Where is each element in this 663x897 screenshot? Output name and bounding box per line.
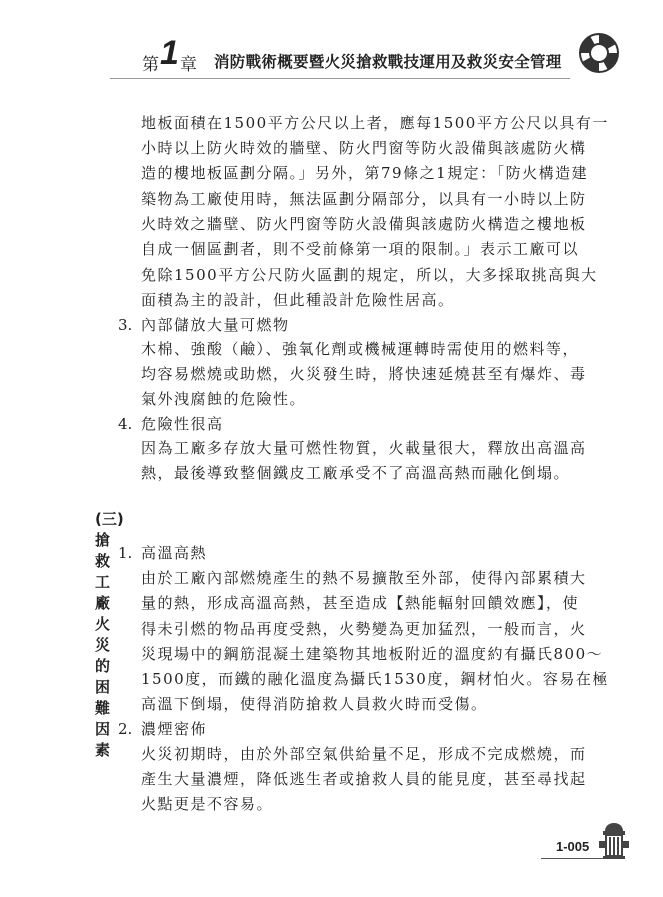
intro-line: 地板面積在1500平方公尺以上者，應每1500平方公尺以具有一 (141, 114, 609, 132)
item-number: 4. (118, 415, 133, 433)
item-line: 熱，最後導致整個鐵皮工廠承受不了高溫高熱而融化倒塌。 (141, 464, 571, 482)
subitem-heading: 高溫高熱 (141, 544, 208, 562)
intro-line: 免除1500平方公尺防火區劃的規定，所以，大多採取挑高與大 (141, 266, 598, 284)
page-header (0, 0, 663, 100)
intro-line: 造的樓地板區劃分隔。」另外，第79條之1規定：「防火構造建 (141, 164, 589, 182)
subitem-line: 災現場中的鋼筋混凝土建築物其地板附近的溫度約有攝氏800～ (141, 645, 604, 663)
subitem-heading: 濃煙密佈 (141, 720, 208, 738)
item-heading: 危險性很高 (141, 415, 224, 433)
item-number: 3. (118, 316, 133, 334)
subitem-line: 量的熱，形成高溫高熱，甚至造成【熱能輻射回饋效應】，使 (141, 594, 580, 612)
subitem-line: 由於工廠內部燃燒產生的熱不易擴散至外部，使得內部累積大 (141, 569, 587, 587)
item-line: 木棉、強酸（鹼）、強氧化劑或機械運轉時需使用的燃料等， (141, 340, 580, 358)
chapter-number: 1 (160, 34, 179, 72)
subitem-line: 得未引燃的物品再度受熱，火勢變為更加猛烈，一般而言，火 (141, 620, 587, 638)
page-number: 1-005 (556, 839, 590, 854)
chapter-title: 消防戰術概要暨火災搶救戰技運用及救災安全管理 (214, 53, 562, 71)
footer-divider (541, 858, 603, 859)
subitem-number: 1. (118, 544, 133, 562)
intro-line: 小時以上防火時效的牆壁、防火門窗等防火設備與該處防火構 (141, 139, 587, 157)
item-line: 均容易燃燒或助燃，火災發生時，將快速延燒甚至有爆炸、毒 (141, 365, 587, 383)
subitem-line: 1500度，而鐵的融化溫度為攝氏1530度，鋼材怕火。容易在極 (141, 670, 609, 688)
intro-line: 自成一個區劃者，則不受前條第一項的限制。」表示工廠可以 (141, 240, 580, 258)
subitem-line: 火災初期時，由於外部空氣供給量不足，形成不完成燃燒，而 (141, 745, 587, 763)
chapter-prefix: 第 (142, 55, 159, 75)
item-heading: 內部儲放大量可燃物 (141, 316, 290, 334)
intro-line: 火時效之牆壁、防火門窗等防火設備與該處防火構造之樓地板 (141, 215, 587, 233)
fire-hydrant-icon (598, 822, 630, 860)
intro-line: 築物為工廠使用時，無法區劃分隔部分，以具有一小時以上防 (141, 190, 587, 208)
header-divider (110, 78, 570, 79)
intro-line: 面積為主的設計，但此種設計危險性居高。 (141, 291, 455, 309)
section-heading: (三)搶救工廠火災的困難因素 (95, 510, 124, 759)
item-line: 氣外洩腐蝕的危險性。 (141, 390, 307, 408)
chapter-suffix: 章 (180, 55, 197, 75)
subitem-line: 火點更是不容易。 (141, 795, 274, 813)
subitem-line: 產生大量濃煙，降低逃生者或搶救人員的能見度，甚至尋找起 (141, 770, 587, 788)
subitem-number: 2. (118, 720, 133, 738)
subitem-line: 高溫下倒塌，使得消防搶救人員救火時而受傷。 (141, 695, 488, 713)
item-line: 因為工廠多存放大量可燃性物質，火載量很大，釋放出高溫高 (141, 439, 587, 457)
lifebuoy-icon (578, 32, 620, 74)
